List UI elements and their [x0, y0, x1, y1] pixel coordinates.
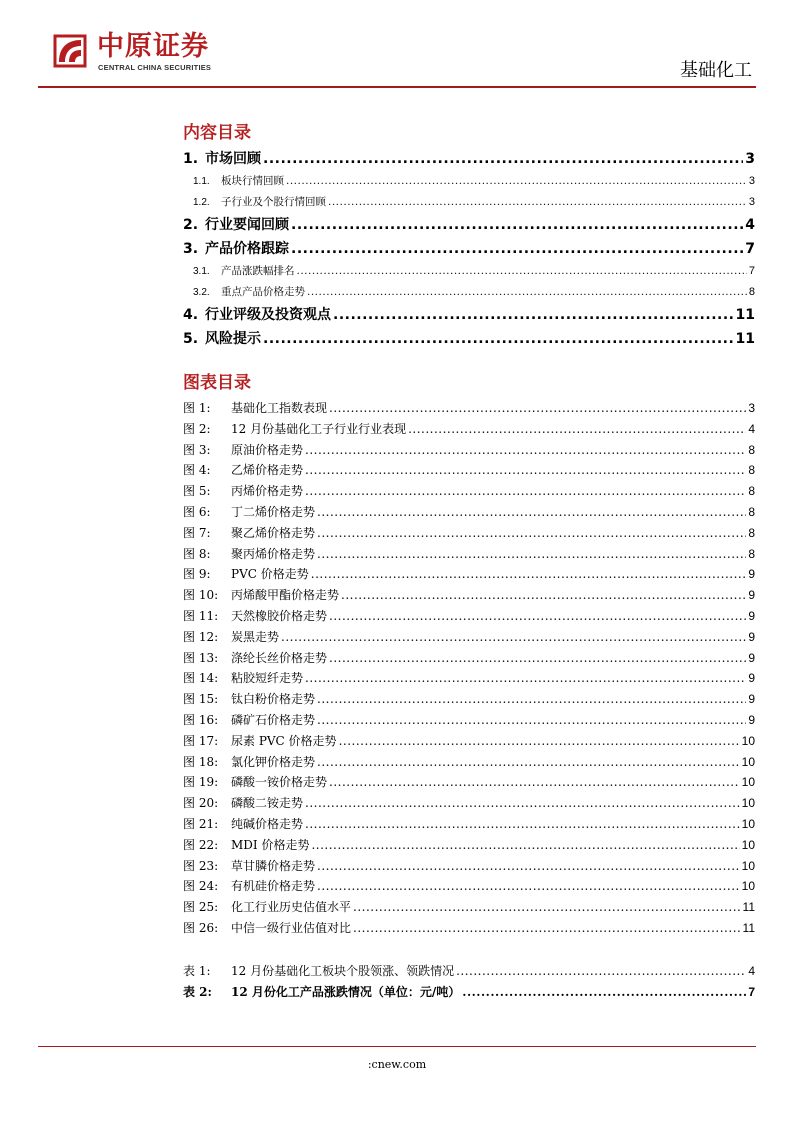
figure-entry[interactable] — [183, 419, 755, 440]
dot-leader — [286, 171, 747, 192]
toc-entry-page-number: 11 — [735, 331, 755, 347]
figure-entry-number: 图 22: — [183, 837, 219, 852]
figure-entry[interactable] — [183, 481, 755, 502]
toc-entry[interactable] — [183, 192, 755, 213]
figure-entry-title: 钛白粉价格走势 — [231, 692, 316, 707]
dot-leader — [317, 856, 740, 877]
dot-leader — [317, 502, 746, 523]
figure-entry-number: 图 4: — [183, 463, 211, 478]
figure-entry-page-number: 8 — [748, 463, 755, 478]
toc-list — [183, 147, 755, 351]
figure-entry[interactable] — [183, 606, 755, 627]
company-logo — [51, 30, 241, 76]
figure-entry-title: 天然橡胶价格走势 — [231, 608, 328, 623]
figure-entry[interactable] — [183, 668, 755, 689]
figure-entry-title: 中信一级行业估值对比 — [231, 920, 352, 935]
toc-entry-title: 产品价格跟踪 — [205, 241, 289, 257]
toc-entry-number: 4. — [183, 307, 199, 323]
dot-leader — [305, 814, 740, 835]
figure-entry-number: 图 21: — [183, 816, 219, 831]
figure-entry-page-number: 9 — [748, 588, 755, 603]
figure-entry-title: 氯化钾价格走势 — [231, 754, 316, 769]
figure-entry-page-number: 9 — [748, 712, 755, 727]
dot-leader — [317, 752, 740, 773]
footer-text: :cnew.com — [367, 1058, 427, 1071]
figure-entry-page-number: 8 — [748, 484, 755, 499]
dot-leader — [353, 918, 741, 939]
figure-entry-page-number: 9 — [748, 629, 755, 644]
figure-entry[interactable] — [183, 814, 755, 835]
figure-entry-page-number: 8 — [748, 525, 755, 540]
toc-entry-title: 产品涨跌幅排名 — [221, 265, 295, 277]
toc-entry[interactable] — [183, 147, 755, 171]
toc-entry-number: 3.1. — [193, 266, 210, 277]
figure-entry-page-number: 10 — [741, 796, 755, 811]
figure-entry-page-number: 9 — [748, 650, 755, 665]
dot-leader — [333, 303, 734, 327]
dot-leader — [317, 876, 740, 897]
figure-entry-title: 磷酸一铵价格走势 — [231, 775, 328, 790]
figure-entry-title: 粘胶短纤走势 — [231, 671, 304, 686]
figure-entry-page-number: 10 — [741, 775, 755, 790]
dot-leader — [329, 772, 740, 793]
toc-entry-page-number: 8 — [748, 286, 755, 298]
dot-leader — [456, 961, 746, 982]
dot-leader — [297, 261, 747, 282]
dot-leader — [263, 327, 734, 351]
dot-leader — [353, 897, 741, 918]
toc-entry[interactable] — [183, 171, 755, 192]
figure-entry[interactable] — [183, 460, 755, 481]
figure-entry-number: 图 2: — [183, 421, 211, 436]
toc-entry-number: 1. — [183, 151, 199, 167]
toc-entry-title: 板块行情回顾 — [221, 175, 284, 187]
figure-entry-page-number: 11 — [742, 920, 755, 935]
figure-entry-page-number: 9 — [748, 608, 755, 623]
dot-leader — [317, 544, 746, 565]
dot-leader — [281, 627, 746, 648]
figure-entry-title: 涤纶长丝价格走势 — [231, 650, 328, 665]
figure-entry-title: 有机硅价格走势 — [231, 879, 316, 894]
figure-entry-number: 图 15: — [183, 692, 219, 707]
dot-leader — [408, 419, 746, 440]
figure-entry-number: 图 5: — [183, 484, 211, 499]
figure-entry[interactable] — [183, 772, 755, 793]
toc-entry[interactable] — [183, 213, 755, 237]
figure-entry-number: 图 10: — [183, 588, 219, 603]
table-entry[interactable] — [183, 961, 755, 982]
figure-entry-page-number: 10 — [741, 816, 755, 831]
table-entry-number: 表 2: — [183, 985, 212, 999]
figure-entry[interactable] — [183, 689, 755, 710]
dot-leader — [291, 213, 743, 237]
toc-entry-title: 行业要闻回顾 — [205, 217, 289, 233]
toc-entry-page-number: 11 — [735, 307, 755, 323]
dot-leader — [305, 668, 746, 689]
figure-entry-number: 图 7: — [183, 525, 211, 540]
table-entry-page-number: 7 — [748, 985, 755, 999]
figure-entry[interactable] — [183, 876, 755, 897]
dot-leader — [329, 606, 746, 627]
toc-entry-page-number: 7 — [745, 241, 755, 257]
figure-entry[interactable] — [183, 398, 755, 419]
toc-entry-number: 3.2. — [193, 287, 210, 298]
dot-leader — [317, 710, 746, 731]
figure-entry-page-number: 10 — [741, 754, 755, 769]
dot-leader — [305, 460, 746, 481]
figure-entry-page-number: 9 — [748, 567, 755, 582]
figure-entry-page-number: 9 — [748, 692, 755, 707]
toc-entry-title: 行业评级及投资观点 — [205, 307, 331, 323]
figure-entry[interactable] — [183, 897, 755, 918]
figure-entry-page-number: 3 — [748, 401, 755, 415]
dot-leader — [328, 192, 747, 213]
figure-entry-number: 图 12: — [183, 629, 219, 644]
figure-entry-title: 草甘膦价格走势 — [231, 858, 316, 873]
table-entry-number: 表 1: — [183, 964, 211, 978]
toc-entry[interactable] — [183, 303, 755, 327]
figure-entry-title: 磷矿石价格走势 — [231, 712, 316, 727]
logo-mark-icon — [51, 32, 89, 70]
figure-entry-title: 聚乙烯价格走势 — [231, 525, 316, 540]
figure-entry-title: 丙烯酸甲酯价格走势 — [231, 588, 340, 603]
figure-entry-title: 炭黑走势 — [231, 629, 280, 644]
dot-leader — [307, 282, 747, 303]
figure-entry[interactable] — [183, 564, 755, 585]
table-entry-title: 12 月份化工产品涨跌情况（单位：元/吨） — [231, 985, 461, 999]
toc-entry-number: 2. — [183, 217, 199, 233]
dot-leader — [329, 398, 746, 419]
figure-entry-number: 图 20: — [183, 796, 219, 811]
dot-leader — [339, 731, 740, 752]
figure-entry-title: 乙烯价格走势 — [231, 463, 304, 478]
toc-entry-number: 1.2. — [193, 197, 210, 208]
tables-list — [183, 961, 755, 1003]
figure-entry[interactable] — [183, 502, 755, 523]
dot-leader — [311, 564, 747, 585]
toc-entry-title: 子行业及个股行情回顾 — [221, 196, 326, 208]
header-divider — [38, 86, 756, 88]
figures-list-title: 图表目录 — [183, 373, 251, 393]
figure-entry-page-number: 4 — [748, 421, 755, 436]
logo-chinese-name: 中原证券 — [97, 31, 209, 62]
toc-entry-number: 5. — [183, 331, 199, 347]
figure-entry[interactable] — [183, 918, 755, 939]
figure-entry-number: 图 6: — [183, 504, 211, 519]
figure-entry-number: 图 13: — [183, 650, 219, 665]
figure-entry-page-number: 8 — [748, 546, 755, 561]
figure-entry[interactable] — [183, 544, 755, 565]
toc-entry-number: 3. — [183, 241, 199, 257]
figure-entry-number: 图 24: — [183, 879, 219, 894]
figure-entry-title: 聚丙烯价格走势 — [231, 546, 316, 561]
figure-entry[interactable] — [183, 523, 755, 544]
figure-entry-number: 图 17: — [183, 733, 219, 748]
figure-entry[interactable] — [183, 793, 755, 814]
figure-entry[interactable] — [183, 648, 755, 669]
dot-leader — [305, 793, 740, 814]
toc-title: 内容目录 — [183, 123, 251, 143]
figure-entry-page-number: 10 — [741, 837, 755, 852]
figure-entry-number: 图 19: — [183, 775, 219, 790]
figure-entry-page-number: 11 — [742, 900, 755, 915]
figure-entry-title: 丙烯价格走势 — [231, 484, 304, 499]
table-entry[interactable] — [183, 982, 755, 1003]
toc-entry[interactable] — [183, 237, 755, 261]
figure-entry-title: MDI 价格走势 — [231, 837, 310, 852]
toc-entry-page-number: 3 — [748, 196, 755, 208]
toc-entry[interactable] — [183, 327, 755, 351]
toc-entry-page-number: 7 — [748, 265, 755, 277]
toc-entry-number: 1.1. — [193, 176, 210, 187]
figure-entry[interactable] — [183, 752, 755, 773]
table-entry-page-number: 4 — [748, 964, 755, 978]
figure-entry-page-number: 8 — [748, 442, 755, 457]
dot-leader — [311, 835, 739, 856]
figure-entry-number: 图 9: — [183, 567, 211, 582]
toc-entry-page-number: 3 — [745, 151, 755, 167]
figure-entry-title: 磷酸二铵走势 — [231, 796, 304, 811]
figure-entry-number: 图 25: — [183, 900, 219, 915]
figure-entry-title: 尿素 PVC 价格走势 — [231, 733, 337, 748]
figure-entry-page-number: 9 — [748, 671, 755, 686]
dot-leader — [305, 440, 746, 461]
toc-entry-title: 风险提示 — [205, 331, 261, 347]
report-section-title: 基础化工 — [680, 60, 752, 81]
toc-entry-page-number: 4 — [745, 217, 755, 233]
dot-leader — [329, 648, 746, 669]
figure-entry-number: 图 26: — [183, 920, 219, 935]
toc-entry-title: 市场回顾 — [205, 151, 261, 167]
figure-entry-title: PVC 价格走势 — [231, 567, 309, 582]
figure-entry[interactable] — [183, 835, 755, 856]
figure-entry-title: 化工行业历史估值水平 — [231, 900, 352, 915]
figure-entry-page-number: 10 — [741, 879, 755, 894]
figure-entry-number: 图 18: — [183, 754, 219, 769]
figure-entry-number: 图 16: — [183, 712, 219, 727]
figure-entry-number: 图 14: — [183, 671, 219, 686]
figure-entry[interactable] — [183, 731, 755, 752]
dot-leader — [341, 585, 746, 606]
figure-entry-title: 丁二烯价格走势 — [231, 504, 316, 519]
toc-entry-page-number: 3 — [748, 175, 755, 187]
dot-leader — [291, 237, 743, 261]
footer-divider — [38, 1046, 756, 1047]
dot-leader — [317, 689, 746, 710]
figure-entry-number: 图 11: — [183, 608, 219, 623]
figure-entry-number: 图 1: — [183, 401, 211, 415]
figure-entry[interactable] — [183, 856, 755, 877]
figure-entry-title: 12 月份基础化工子行业行业表现 — [231, 421, 407, 436]
figure-entry-page-number: 8 — [748, 504, 755, 519]
table-entry-title: 12 月份基础化工板块个股领涨、领跌情况 — [231, 964, 455, 978]
figure-entry[interactable] — [183, 585, 755, 606]
figure-entry-title: 基础化工指数表现 — [231, 401, 328, 415]
figure-entry-number: 图 23: — [183, 858, 219, 873]
figure-entry-number: 图 3: — [183, 442, 211, 457]
toc-entry[interactable] — [183, 261, 755, 282]
dot-leader — [263, 147, 743, 171]
figure-entry[interactable] — [183, 440, 755, 461]
dot-leader — [317, 523, 746, 544]
dot-leader — [305, 481, 746, 502]
figure-entry-title: 原油价格走势 — [231, 442, 304, 457]
figure-entry[interactable] — [183, 710, 755, 731]
figure-entry-page-number: 10 — [741, 733, 755, 748]
toc-entry-title: 重点产品价格走势 — [221, 286, 305, 298]
figure-entry[interactable] — [183, 627, 755, 648]
dot-leader — [462, 982, 746, 1003]
figure-entry-page-number: 10 — [741, 858, 755, 873]
figure-entry-title: 纯碱价格走势 — [231, 816, 304, 831]
logo-english-name: CENTRAL CHINA SECURITIES — [98, 63, 212, 72]
toc-entry[interactable] — [183, 282, 755, 303]
figure-entry-number: 图 8: — [183, 546, 211, 561]
figures-list — [183, 398, 755, 939]
